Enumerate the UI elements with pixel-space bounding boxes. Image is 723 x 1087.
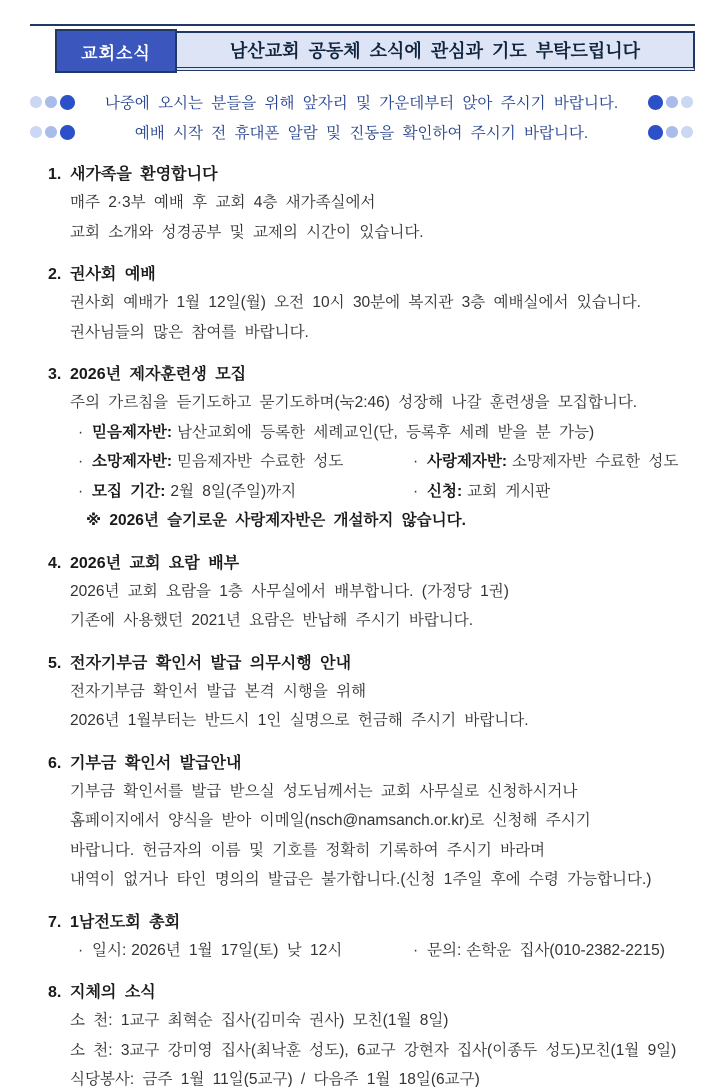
- item-text: 2026년 1월 17일(토) 낮 12시: [131, 941, 343, 959]
- item-label: 믿음제자반:: [92, 423, 173, 441]
- section-title: [48, 980, 695, 1006]
- section-number: 7.: [48, 913, 62, 931]
- section-number: 8.: [48, 984, 62, 1001]
- item-label: 소망제자반:: [92, 453, 173, 470]
- notice-text: 나중에 오시는 분들을 위해 앞자리 및 가운데부터 앉아 주시기 바랍니다.: [104, 95, 619, 112]
- section-e-donation-notice: [48, 651, 695, 736]
- notice-row: [30, 117, 693, 147]
- section-title: [48, 651, 695, 677]
- header-row: [30, 29, 695, 73]
- item-text: 남산교회에 등록한 세례교인(단, 등록후 세례 받을 분 가능): [177, 423, 595, 441]
- item-text: 소망제자반 수료한 성도: [512, 453, 679, 470]
- header-tag: 교회소식: [55, 29, 177, 73]
- section-line: 2026년 교회 요람을 1층 사무실에서 배부합니다. (가정당 1권): [70, 582, 509, 600]
- section-title-text: 2026년 제자훈련생 모집: [70, 366, 247, 383]
- section-title-text: 새가족을 환영합니다: [70, 166, 218, 183]
- section-number: 5.: [48, 654, 62, 672]
- bulletin-content: [48, 162, 695, 1087]
- item-label: 문의:: [427, 941, 462, 959]
- class-item-row: [70, 447, 695, 477]
- bullet: ·: [413, 453, 419, 470]
- item-label: 신청:: [427, 482, 463, 500]
- section-title: [48, 910, 695, 936]
- section-line: 매주 2·3부 예배 후 교회 4층 새가족실에서: [70, 194, 376, 211]
- notice-text: 예배 시작 전 휴대폰 알람 및 진동을 확인하여 주시기 바랍니다.: [134, 125, 589, 142]
- item-text: 2월 8일(주일)까지: [170, 482, 297, 500]
- section-number: 3.: [48, 366, 62, 383]
- section-number: 1.: [48, 166, 62, 183]
- bullet: ·: [78, 941, 84, 959]
- section-line: 주의 가르침을 듣기도하고 묻기도하며(눅2:46) 성장해 나갈 훈련생을 모집합니다.: [70, 394, 638, 411]
- item-label: 모집 기간:: [92, 482, 166, 500]
- dots-left-icon: [30, 95, 94, 110]
- section-title: [48, 362, 695, 388]
- section-title: [48, 162, 695, 188]
- section-mens-mission-meeting: [48, 910, 695, 966]
- section-number: 6.: [48, 754, 62, 772]
- section-deaconess-service: [48, 262, 695, 347]
- section-title-text: 1남전도회 총회: [70, 913, 181, 931]
- bullet: ·: [78, 423, 84, 441]
- item-text: 믿음제자반 수료한 성도: [177, 453, 344, 470]
- class-item-row: [70, 477, 695, 507]
- bullet: ·: [413, 941, 419, 959]
- section-line: 권사님들의 많은 참여를 바랍니다.: [70, 323, 309, 341]
- section-line: 기존에 사용했던 2021년 요람은 반납해 주시기 바랍니다.: [70, 612, 474, 629]
- dots-right-icon: [629, 95, 693, 110]
- section-title: [48, 751, 695, 777]
- section-newcomers: [48, 162, 695, 247]
- section-title: [48, 551, 695, 577]
- bullet: ·: [413, 482, 419, 500]
- section-title-text: 전자기부금 확인서 발급 의무시행 안내: [70, 654, 352, 672]
- section-line: 소 천: 3교구 강미영 집사(최낙훈 성도), 6교구 강현자 집사(이종두 성도)모친(1월 9일): [70, 1041, 677, 1059]
- section-line: 바랍니다. 헌금자의 이름 및 기호를 정확히 기록하여 주시기 바라며: [70, 841, 546, 859]
- dots-right-icon: [629, 125, 693, 140]
- item-label: 사랑제자반:: [427, 453, 508, 470]
- notice-banner: [30, 87, 693, 147]
- section-title-text: 권사회 예배: [70, 266, 156, 283]
- section-line: 식당봉사: 금주 1월 11일(5교구) / 다음주 1월 18일(6교구): [70, 1071, 480, 1087]
- section-line: 권사회 예배가 1월 12일(월) 오전 10시 30분에 복지관 3층 예배실에서 있습니다.: [70, 294, 641, 311]
- note-line: ※ 2026년 슬기로운 사랑제자반은 개설하지 않습니다.: [86, 512, 466, 529]
- dots-left-icon: [30, 125, 94, 140]
- section-discipleship-recruit: [48, 362, 695, 536]
- section-title-text: 지체의 소식: [70, 984, 156, 1001]
- bullet: ·: [78, 482, 84, 500]
- section-directory-distribution: [48, 551, 695, 636]
- section-line: 홈페이지에서 양식을 받아 이메일(nsch@namsanch.or.kr)로 신청해 주시기: [70, 812, 591, 829]
- section-title-text: 기부금 확인서 발급안내: [70, 754, 242, 772]
- class-item: [70, 418, 695, 448]
- item-text: 손학운 집사(010-2382-2215): [466, 941, 665, 959]
- section-line: 소 천: 1교구 최혁순 집사(김미숙 권사) 모친(1월 8일): [70, 1012, 449, 1029]
- section-number: 2.: [48, 266, 62, 283]
- bullet: ·: [78, 453, 84, 470]
- section-line: 전자기부금 확인서 발급 본격 시행을 위해: [70, 682, 367, 700]
- page-title: 남산교회 공동체 소식에 관심과 기도 부탁드립니다: [177, 31, 695, 71]
- item-text: 교회 게시판: [467, 482, 551, 500]
- section-line: 기부금 확인서를 발급 받으실 성도님께서는 교회 사무실로 신청하시거나: [70, 782, 578, 800]
- header: [30, 24, 695, 73]
- section-title: [48, 262, 695, 288]
- section-line: 교회 소개와 성경공부 및 교제의 시간이 있습니다.: [70, 223, 424, 241]
- item-label: 일시:: [92, 941, 127, 959]
- section-title-text: 2026년 교회 요람 배부: [70, 554, 240, 572]
- section-line: 2026년 1월부터는 반드시 1인 실명으로 헌금해 주시기 바랍니다.: [70, 712, 529, 729]
- meeting-info-row: [70, 936, 695, 966]
- section-member-news: [48, 980, 695, 1087]
- notice-row: [30, 87, 693, 117]
- section-line: 내역이 없거나 타인 명의의 발급은 불가합니다.(신청 1주일 후에 수령 가능합니다.): [70, 871, 652, 888]
- section-number: 4.: [48, 554, 62, 572]
- section-donation-certificate: [48, 751, 695, 895]
